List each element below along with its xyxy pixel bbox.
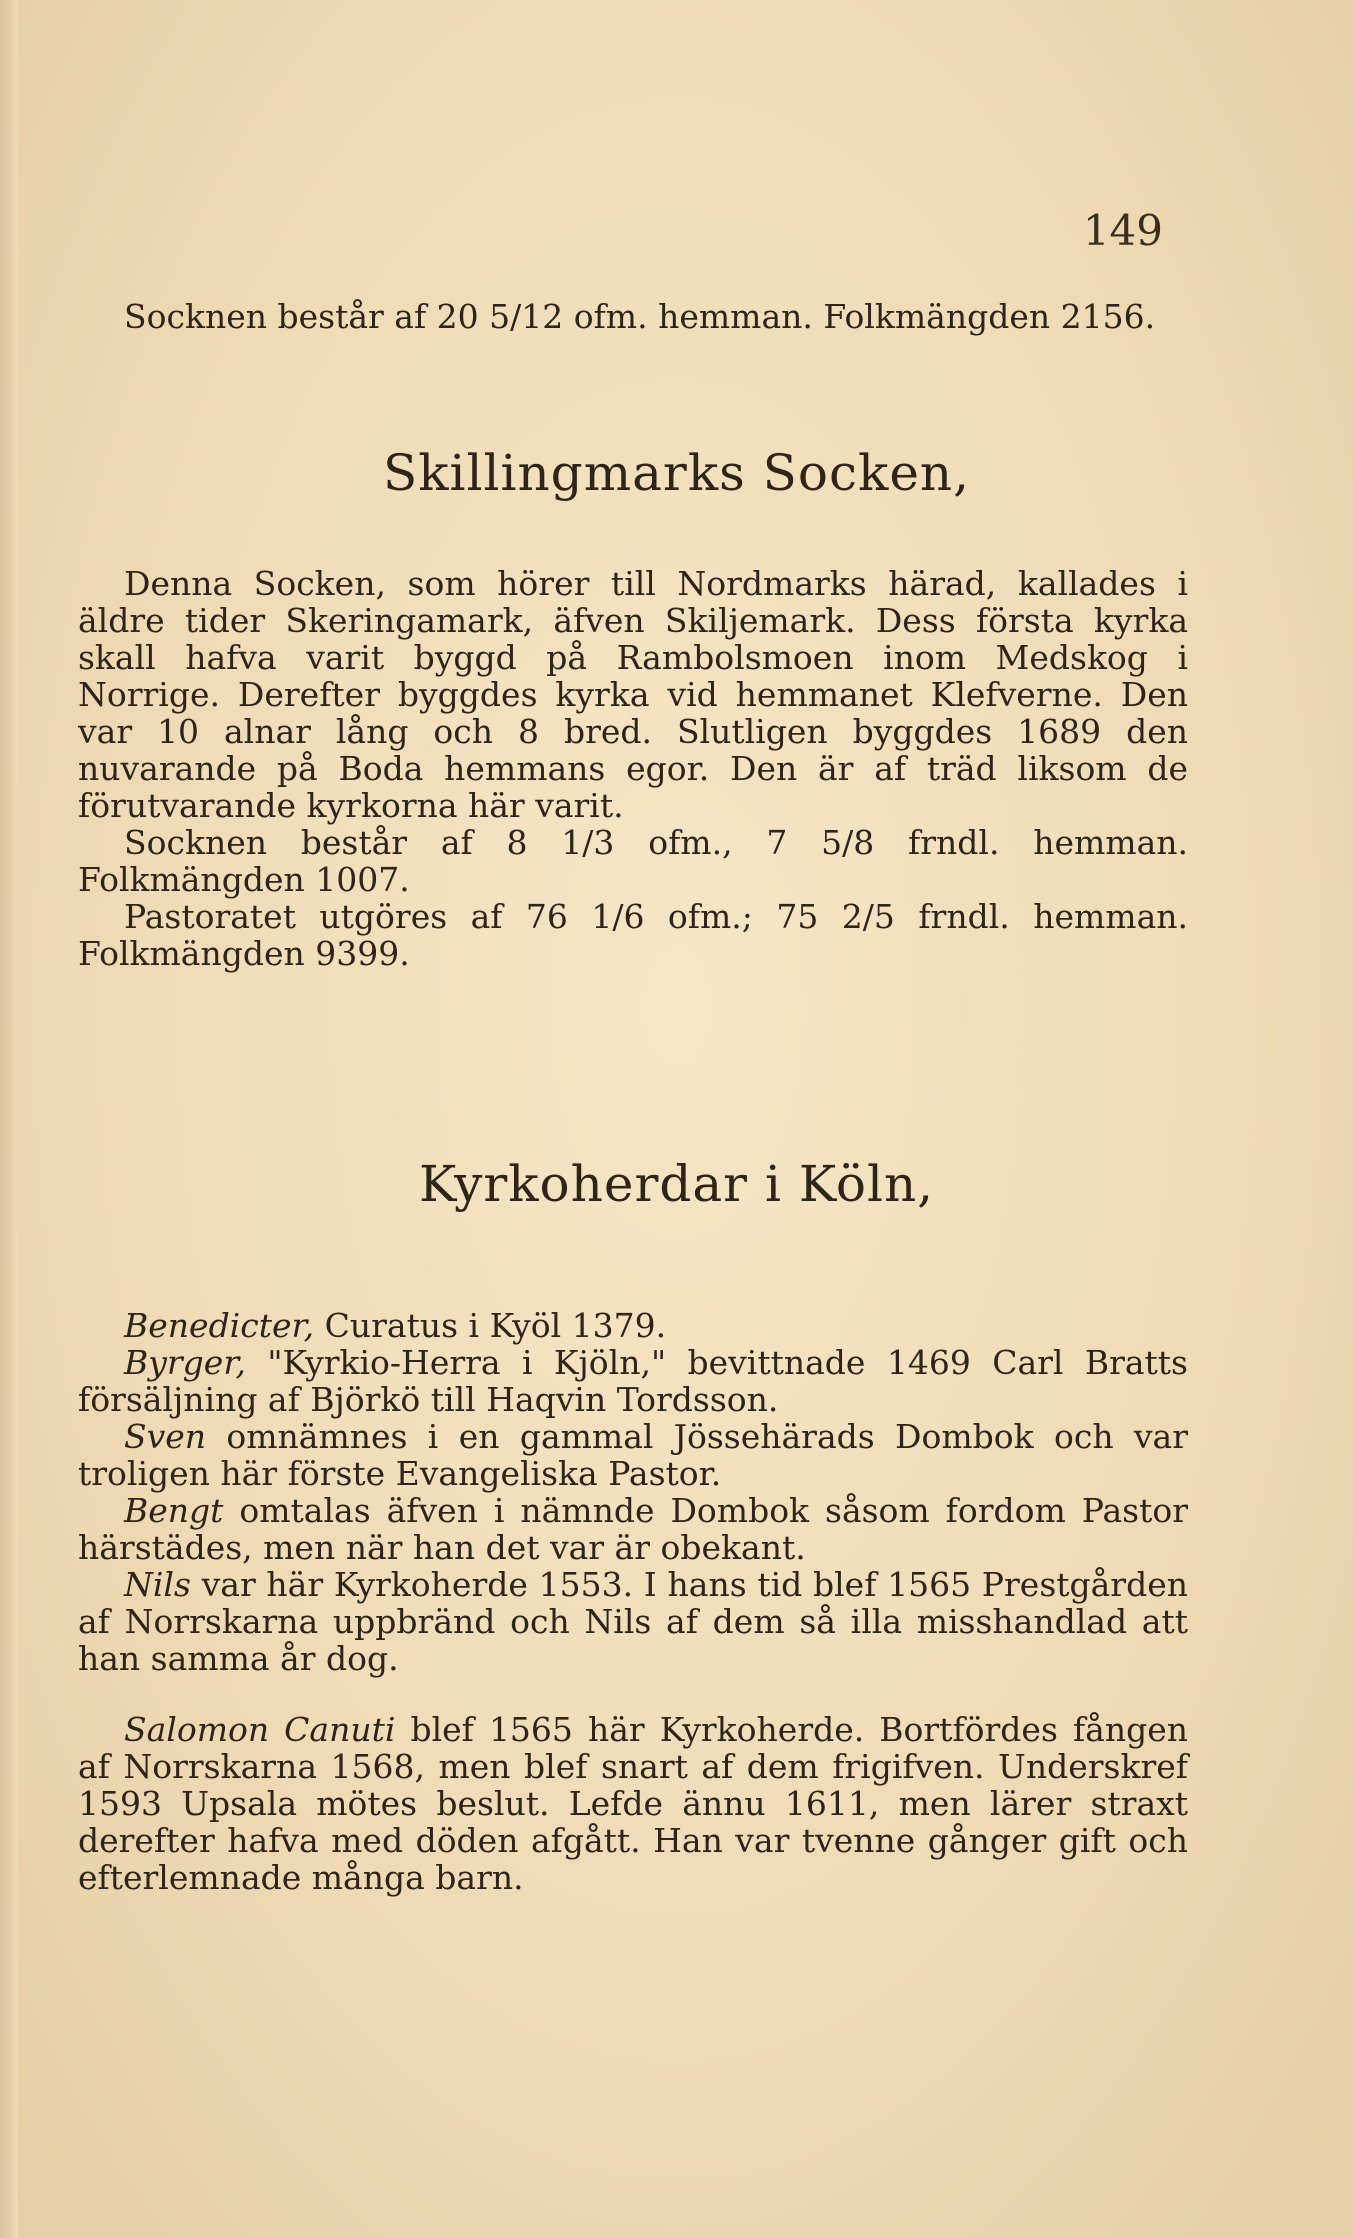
page-binding-edge — [0, 0, 18, 2238]
spacer — [78, 1677, 1188, 1711]
clergy-entry — [78, 1418, 1188, 1492]
clergy-name: Salomon Canuti — [124, 1710, 396, 1749]
clergy-text: blef 1565 här Kyrkoherde. Bortfördes fången af Norrskarna 1568, men blef snart af dem frigifven. Underskref 1593 Upsala mötes beslut. Lefde ännu 1611, men lärer straxt derefter hafva med döden afgått. Han var tvenne gånger gift och efterlemnade många barn. — [78, 1710, 1188, 1897]
clergy-entry — [78, 1492, 1188, 1566]
intro-text: Socknen består af 20 5/12 ofm. hemman. Folkmängden 2156. — [124, 297, 1156, 336]
section-heading-skillingmark: Skillingmarks Socken, — [382, 444, 971, 502]
clergy-text: omtalas äfven i nämnde Dombok såsom fordom Pastor härstädes, men när han det var är obekant. — [78, 1491, 1188, 1567]
intro-paragraph — [78, 298, 1188, 335]
clergy-list — [78, 1307, 1188, 1896]
clergy-name: Byrger, — [124, 1343, 246, 1382]
paragraph: Socknen består af 8 1/3 ofm., 7 5/8 frndl. hemman. Folkmängden 1007. — [78, 823, 1188, 899]
clergy-entry — [78, 1344, 1188, 1418]
clergy-text: "Kyrkio-Herra i Kjöln," bevittnade 1469 Carl Bratts försäljning af Björkö till Haqvin Tordsson. — [78, 1343, 1188, 1419]
clergy-entry — [78, 1711, 1188, 1896]
section-heading-kyrkoherdar: Kyrkoherdar i Köln, — [418, 1155, 935, 1213]
section-body-skillingmark — [78, 565, 1188, 972]
clergy-entry — [78, 1566, 1188, 1677]
clergy-text: Curatus i Kyöl 1379. — [314, 1306, 667, 1345]
clergy-name: Nils — [124, 1565, 191, 1604]
page-number: 149 — [1082, 206, 1163, 255]
paragraph: Pastoratet utgöres af 76 1/6 ofm.; 75 2/5 frndl. hemman. Folkmängden 9399. — [78, 897, 1188, 973]
clergy-name: Bengt — [124, 1491, 224, 1530]
clergy-entry — [78, 1307, 1188, 1344]
clergy-text: omnämnes i en gammal Jössehärads Dombok och var troligen här förste Evangeliska Pastor. — [78, 1417, 1188, 1493]
clergy-text: var här Kyrkoherde 1553. I hans tid blef 1565 Prestgården af Norrskarna uppbränd och Nils af dem så illa misshandlad att han samma år dog. — [78, 1565, 1188, 1678]
clergy-name: Sven — [124, 1417, 207, 1456]
paragraph: Denna Socken, som hörer till Nordmarks härad, kallades i äldre tider Skeringamark, äfven Skiljemark. Dess första kyrka skall hafva varit byggd på Rambolsmoen inom Medskog i Norrige. Derefter byggdes kyrka vid hemmanet Klefverne. Den var 10 alnar lång och 8 bred. Slutligen byggdes 1689 den nuvarande på Boda hemmans egor. Den är af träd liksom de förutvarande kyrkorna här varit. — [78, 564, 1188, 825]
clergy-name: Benedicter, — [124, 1306, 315, 1345]
